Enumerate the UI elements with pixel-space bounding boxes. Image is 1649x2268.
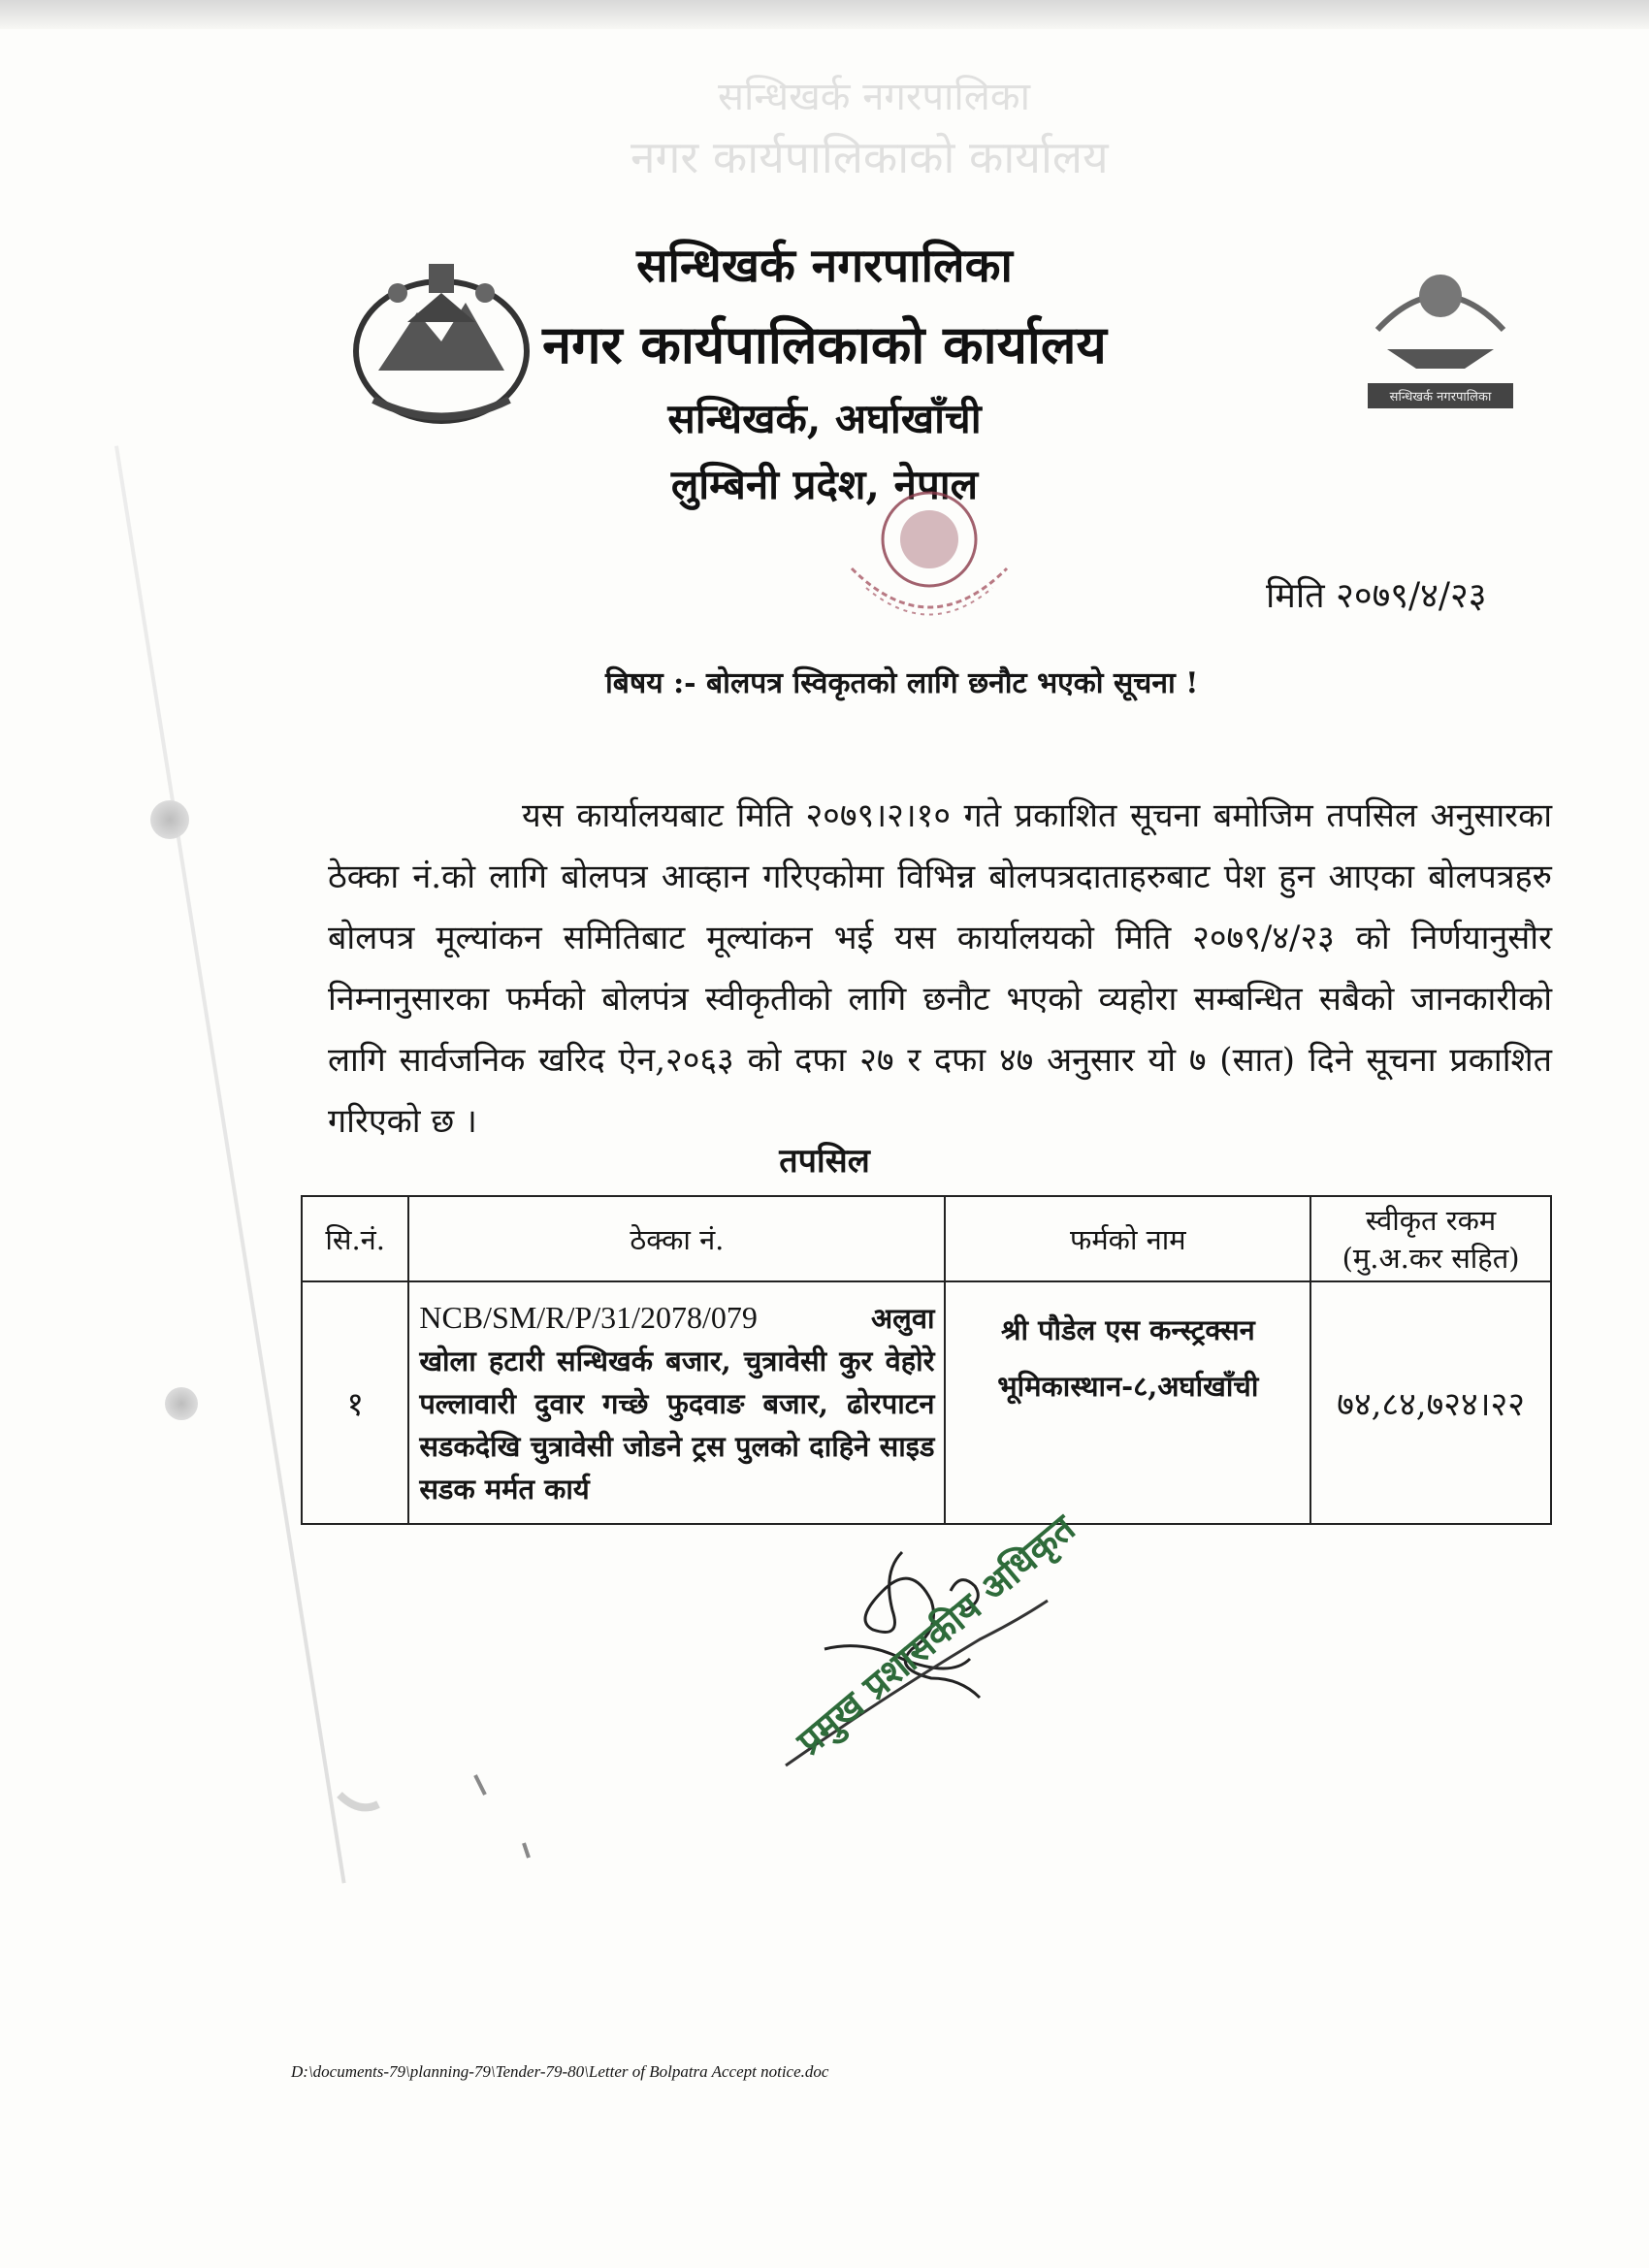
- column-header-contract: ठेक्का नं.: [408, 1196, 945, 1281]
- punch-hole-mark: [165, 1387, 198, 1420]
- details-heading: तपसिल: [779, 1142, 870, 1181]
- table-header-row: [302, 1196, 1551, 1281]
- amount-header-note: (मु.अ.कर सहित): [1342, 1242, 1520, 1275]
- letter-subject: बिषय :- बोलपत्र स्विकृतको लागि छनौट भएको सूचना !: [605, 666, 1199, 700]
- show-through-text: नगर कार्यपालिकाको कार्यालय: [630, 131, 1109, 183]
- row-serial-number: १: [302, 1281, 408, 1524]
- notice-body: यस कार्यालयबाट मिति २०७९।२।१० गते प्रकाशित सूचना बमोजिम तपसिल अनुसारका ठेक्का नं.को लागि बोलपत्र आव्हान गरिएकोमा विभिन्न बोलपत्रदाताहरुबाट पेश हुन आएका बोलपत्रहरु बोलपत्र मूल्यांकन समितिबाट मूल्यांकन भई यस कार्यालयको मिति २०७९/४/२३ को निर्णयानुसौर निम्नानुसारका फर्मको बोलपंत्र स्वीकृतीको लागि छनौट भएको व्यहोरा सम्बन्धित सबैको जानकारीको लागि सार्वजनिक खरिद ऐन,२०६३ को दफा २७ र दफा ४७ अनुसार यो ७ (सात) दिने सूचना प्रकाशित गरिएको छ ।: [328, 796, 1552, 1141]
- column-header-firm: फर्मको नाम: [945, 1196, 1310, 1281]
- column-header-serial: सि.नं.: [302, 1196, 408, 1281]
- province-line: लुम्बिनी प्रदेश, नेपाल: [670, 461, 979, 508]
- file-path-footer: D:\documents-79\planning-79\Tender-79-80\Letter of Bolpatra Accept notice.doc: [291, 2062, 829, 2081]
- firm-address: भूमिकास्थान-८,अर्घाखाँची: [997, 1370, 1259, 1403]
- office-location: सन्धिखर्क, अर्घाखाँची: [667, 395, 982, 442]
- background-smudge: [233, 1649, 543, 1863]
- signatory-title-stamp: प्रमुख प्रशासकीय अधिकृत: [788, 1506, 1083, 1764]
- punch-hole-mark: [150, 800, 189, 839]
- office-seal-stamp-icon: [832, 481, 1026, 646]
- amount-header-label: स्वीकृत रकम: [1365, 1204, 1497, 1237]
- row-firm: [945, 1281, 1310, 1524]
- row-contract-details: [408, 1281, 945, 1524]
- awarded-bid-table: [301, 1195, 1552, 1525]
- show-through-text: सन्धिखर्क नगरपालिका: [718, 75, 1030, 119]
- municipality-name: सन्धिखर्क नगरपालिका: [636, 239, 1013, 293]
- work-description: अलुवा खोला हटारी सन्धिखर्क बजार, चुत्रावेसी कुर वेहोरे पल्लावारी दुवार गच्छे फुदवाङ बजार, ढोरपाटन सडकदेखि चुत्रावेसी जोडने ट्रस पुलको दाहिने साइड सडक मर्मत कार्य: [419, 1301, 935, 1506]
- logo-caption: सन्धिखर्क नगरपालिका: [1389, 390, 1492, 405]
- firm-name: श्री पौडेल एस कन्स्ट्रक्सन: [1000, 1313, 1255, 1346]
- column-header-amount: [1310, 1196, 1551, 1281]
- office-name: नगर कार्यपालिकाको कार्यालय: [542, 313, 1107, 375]
- contract-number: NCB/SM/R/P/31/2078/079: [419, 1299, 758, 1335]
- row-approved-amount: ७४,८४,७२४।२२: [1310, 1281, 1551, 1524]
- top-fold-shadow: [0, 0, 1649, 29]
- table-row: [302, 1281, 1551, 1524]
- letter-date: मिति २०७९/४/२३: [1266, 576, 1487, 616]
